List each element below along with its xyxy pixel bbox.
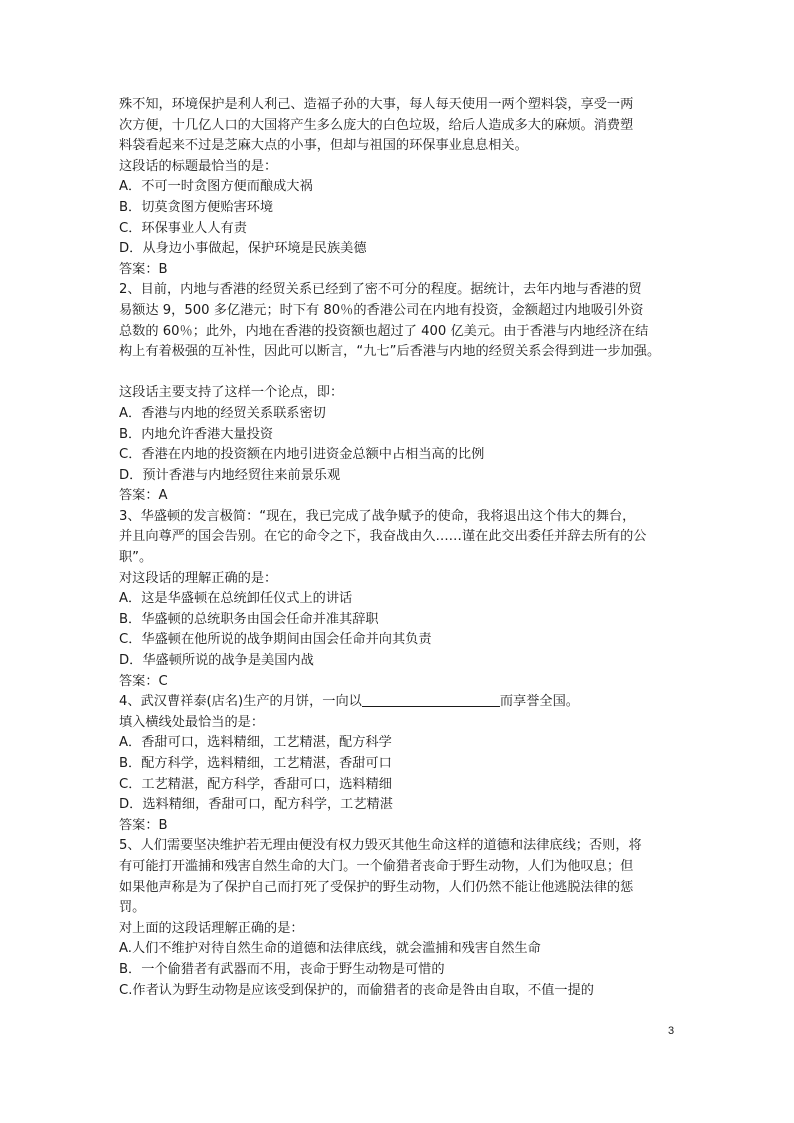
q3-option-d: D．华盛顿所说的战争是美国内战 — [119, 653, 314, 669]
q5-passage-line: 有可能打开滥捕和残害自然生命的大门。一个偷猎者丧命于野生动物，人们为他叹息；但 — [119, 858, 634, 874]
q1-option-a: A．不可一时贪图方便而酿成大祸 — [119, 179, 313, 195]
page-number: 3 — [668, 1025, 675, 1037]
q2-question: 这段话主要支持了这样一个论点，即： — [119, 385, 344, 401]
q4-passage-after: 而享誉全国。 — [499, 694, 579, 710]
q1-option-d: D．从身边小事做起，保护环境是民族美德 — [119, 241, 367, 257]
q4-answer: 答案：B — [119, 817, 168, 833]
q4-option-a: A．香甜可口，选料精细，工艺精湛，配方科学 — [119, 735, 392, 751]
q3-passage-line: 职”。 — [119, 550, 153, 566]
q4-option-d: D．选料精细，香甜可口，配方科学，工艺精湛 — [119, 797, 393, 813]
q4-question: 填入横线处最恰当的是： — [119, 714, 265, 730]
q2-option-c: C．香港在内地的投资额在内地引进资金总额中占相当高的比例 — [119, 447, 485, 463]
q1-option-b: B．切莫贪图方便贻害环境 — [119, 199, 274, 215]
q2-answer: 答案：A — [119, 488, 168, 504]
q2-option-b: B．内地允许香港大量投资 — [119, 426, 274, 442]
q2-option-d: D．预计香港与内地经贸往来前景乐观 — [119, 467, 341, 483]
paragraph-gap — [119, 363, 679, 384]
q1-passage-line: 料袋看起来不过是芝麻大点的小事，但却与祖国的环保事业息息相关。 — [119, 138, 528, 154]
q5-passage-line: 罚。 — [119, 900, 146, 916]
q5-option-a: A.人们不维护对待自然生命的道德和法律底线，就会滥捕和残害自然生命 — [119, 941, 541, 957]
q5-option-b: B．一个偷猎者有武器而不用，丧命于野生动物是可惜的 — [119, 961, 445, 977]
document-body — [119, 95, 679, 1001]
q5-passage-line: 5、人们需要坚决维护若无理由便没有权力毁灭其他生命这样的道德和法律底线；否则，将 — [119, 838, 642, 854]
q3-question: 对这段话的理解正确的是： — [119, 570, 278, 586]
q5-passage-line: 如果他声称是为了保护自己而打死了受保护的野生动物，人们仍然不能让他逃脱法律的惩 — [119, 879, 634, 895]
q5-option-c: C.作者认为野生动物是应该受到保护的，而偷猎者的丧命是咎由自取，不值一提的 — [119, 982, 594, 998]
q2-passage-line: 总数的 60％；此外，内地在香港的投资额也超过了 400 亿美元。由于香港与内地经济在结 — [119, 323, 649, 339]
q2-passage-line: 2、目前，内地与香港的经贸关系已经到了密不可分的程度。据统计，去年内地与香港的贸 — [119, 282, 642, 298]
q1-question: 这段话的标题最恰当的是： — [119, 158, 278, 174]
q1-option-c: C．环保事业人人有责 — [119, 220, 247, 236]
fill-in-blank — [362, 693, 500, 707]
q2-passage-line: 易额达 9，500 多亿港元；时下有 80％的香港公司在内地有投资，金额超过内地吸引外资 — [119, 302, 644, 318]
q4-option-c: C．工艺精湛，配方科学，香甜可口，选料精细 — [119, 776, 392, 792]
q1-passage-line: 次方便，十几亿人口的大国将产生多么庞大的白色垃圾，给后人造成多大的麻烦。消费塑 — [119, 117, 634, 133]
q1-passage-line: 殊不知，环境保护是利人利己、造福子孙的大事，每人每天使用一两个塑料袋，享受一两 — [119, 97, 634, 112]
q4-passage-before: 4、武汉曹祥泰(店名)生产的月饼，一向以 — [119, 694, 362, 710]
q3-answer: 答案：C — [119, 673, 168, 689]
q1-answer: 答案：B — [119, 261, 168, 277]
q3-option-a: A．这是华盛顿在总统卸任仪式上的讲话 — [119, 591, 353, 607]
q3-passage-line: 并且向尊严的国会告别。在它的命令之下，我奋战由久……谨在此交出委任并辞去所有的公 — [119, 529, 647, 545]
q2-passage-line: 构上有着极强的互补性，因此可以断言，“九七”后香港与内地的经贸关系会得到进一步加强。 — [119, 344, 661, 360]
q4-option-b: B．配方科学，选料精细，工艺精湛，香甜可口 — [119, 756, 392, 771]
q3-option-c: C．华盛顿在他所说的战争期间由国会任命并向其负责 — [119, 632, 432, 648]
q3-passage-line: 3、华盛顿的发言极简：“现在，我已完成了战争赋予的使命，我将退出这个伟大的舞台， — [119, 508, 636, 524]
q5-question: 对上面的这段话理解正确的是： — [119, 920, 304, 936]
q4-passage — [119, 692, 679, 713]
q3-option-b: B．华盛顿的总统职务由国会任命并准其辞职 — [119, 611, 379, 627]
q2-option-a: A．香港与内地的经贸关系联系密切 — [119, 405, 326, 421]
